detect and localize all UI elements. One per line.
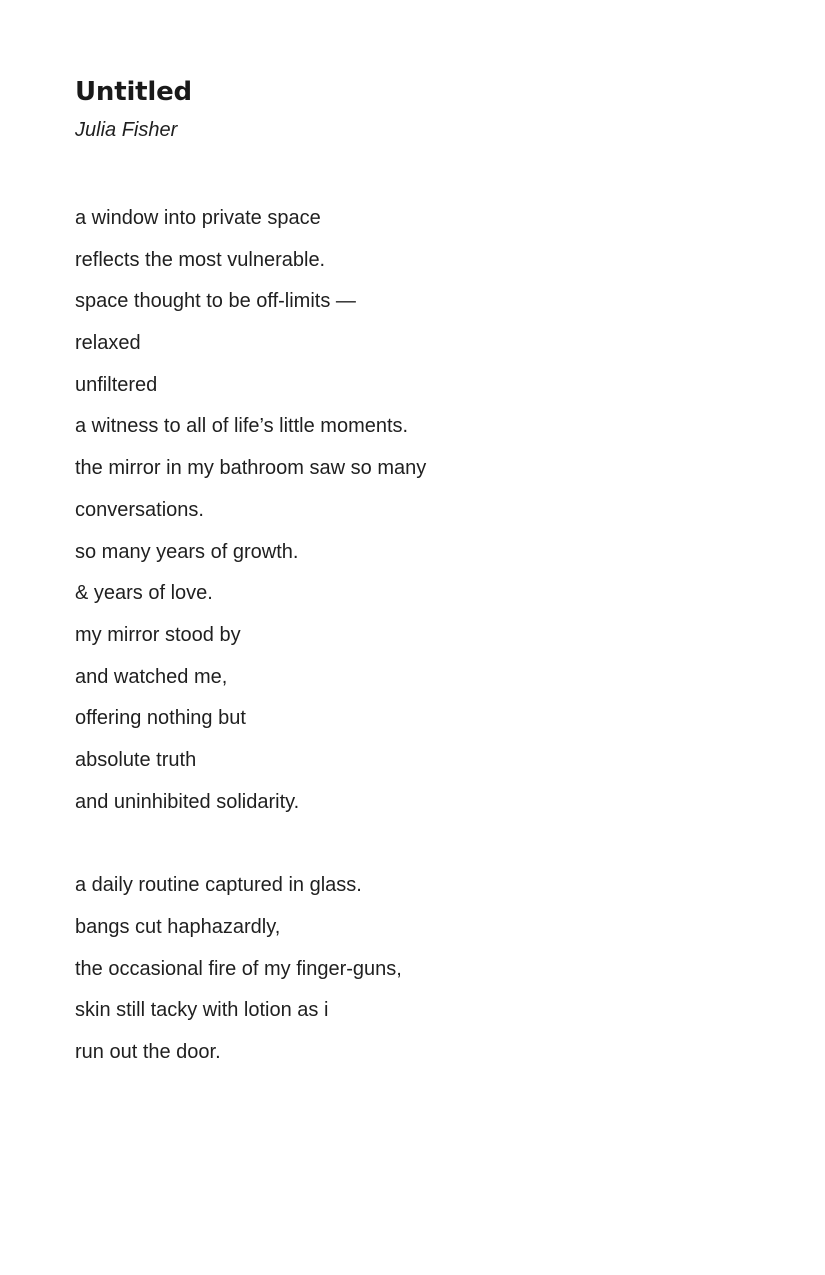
poem-line: space thought to be off-limits — (75, 290, 356, 313)
poem-line: & years of love. (75, 582, 213, 605)
poem-line: my mirror stood by (75, 623, 241, 646)
poem-line: unfiltered (75, 373, 158, 396)
poem-line: run out the door. (75, 1041, 221, 1064)
poem-line: the mirror in my bathroom saw so many (75, 457, 427, 480)
poem-line: the occasional fire of my finger-guns, (75, 957, 402, 980)
stanza-1 (75, 198, 755, 823)
poem-line: offering nothing but (75, 707, 246, 730)
poem-content (75, 74, 755, 1074)
poem-line: skin still tacky with lotion as i (75, 999, 329, 1022)
poem-line: conversations. (75, 498, 204, 521)
poem-line: and uninhibited solidarity. (75, 790, 300, 813)
poem-title: Untitled (75, 77, 192, 107)
poem-line: absolute truth (75, 748, 197, 771)
poem-line: bangs cut haphazardly, (75, 916, 281, 938)
poem-line: and watched me, (75, 665, 228, 688)
poem-line: a window into private space (75, 207, 321, 229)
stanza-2 (75, 865, 755, 1073)
poem-line: a daily routine captured in glass. (75, 874, 362, 897)
poem-line: a witness to all of life’s little moments. (75, 415, 409, 438)
poem-line: so many years of growth. (75, 540, 299, 563)
poem-author: Julia Fisher (75, 119, 178, 141)
poem-line: reflects the most vulnerable. (75, 248, 326, 271)
poem-line: relaxed (75, 332, 141, 355)
